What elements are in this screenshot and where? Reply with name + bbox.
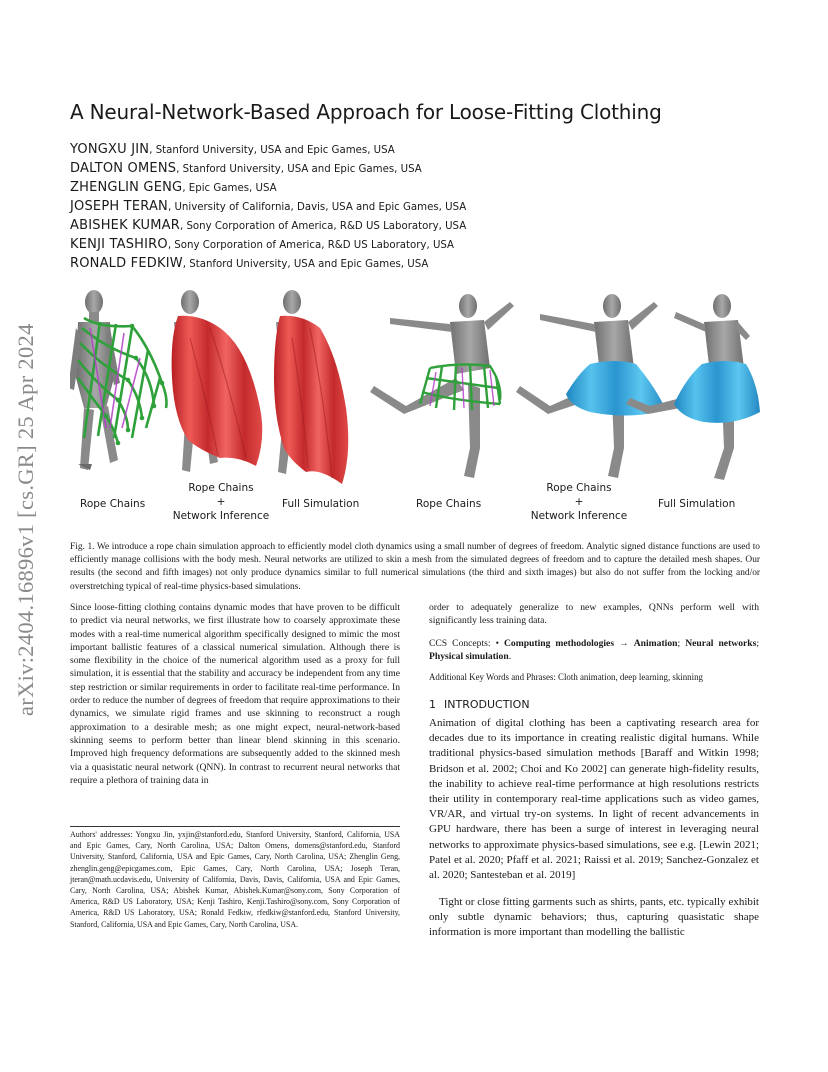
author-name: ZHENGLIN GENG xyxy=(70,180,183,195)
author-addresses-footnote: Authors' addresses: Yongxu Jin, yxjin@stanford.edu, Stanford University, Stanford, California, USA and Epic Games, Cary, North Carolina, USA; Dalton Omens, domens@stanford.edu, Stanford University, Stanford, California, USA and Epic Games, Cary, North Carolina, USA; Zhenglin Geng, zhenglin.geng@epicgames.com, Epic Games, Cary, North Carolina, USA; Joseph Teran, jteran@math.ucdavis.edu, University of California, Davis, Davis, California, USA and Epic Games, Cary, North Carolina, USA; Abishek Kumar, Abishek.Kumar@sony.com, Sony Corporation of America, R&D US Laboratory, USA; Kenji Tashiro, Kenji.Tashiro@sony.com, Sony Corporation of America, R&D US Laboratory, USA; Ronald Fedkiw, rfedkiw@stanford.edu, Stanford University, Stanford, California, USA and Epic Games, Cary, North Carolina, USA. xyxy=(70,830,400,929)
author-affiliation: , Epic Games, USA xyxy=(182,183,277,194)
label-line: Network Inference xyxy=(172,510,270,522)
author-name: DALTON OMENS xyxy=(70,161,177,176)
arxiv-identifier: arXiv:2404.16896v1 [cs.GR] 25 Apr 2024 xyxy=(13,323,38,717)
ccs-prefix: CCS Concepts: • xyxy=(429,638,499,649)
figure-full-simulation-cape xyxy=(274,290,348,484)
footnote-divider xyxy=(70,826,400,827)
label-full-simulation-cape: Full Simulation xyxy=(282,498,360,510)
ccs-concept: Computing methodologies xyxy=(504,638,615,649)
section-heading-introduction xyxy=(429,698,530,711)
ccs-separator: ; xyxy=(677,638,686,649)
ccs-arrow: → xyxy=(614,638,634,649)
label-rope-chains-cape: Rope Chains xyxy=(80,498,146,510)
author-name: JOSEPH TERAN xyxy=(70,199,168,214)
author-list xyxy=(70,140,466,273)
label-network-inference-skirt xyxy=(524,481,634,523)
author-affiliation: , Stanford University, USA and Epic Games, USA xyxy=(149,145,395,156)
right-column xyxy=(429,601,759,939)
author-line xyxy=(70,140,466,159)
author-line xyxy=(70,235,466,254)
author-name: KENJI TASHIRO xyxy=(70,237,168,252)
label-full-simulation-skirt: Full Simulation xyxy=(658,498,736,510)
figure-rope-chains-cape xyxy=(70,290,167,470)
label-rope-chains-skirt: Rope Chains xyxy=(416,498,482,510)
section-number: 1 xyxy=(429,698,436,711)
label-line: Rope Chains xyxy=(188,482,254,494)
introduction-paragraph: Animation of digital clothing has been a captivating research area for decades due to its importance in creating realistic digital humans. While traditional physics-based simulation methods [Baraff and Witkin 1998; Bridson et al. 2002; Choi and Ko 2002] can generate high-fidelity results, the inability to achieve real-time performance at high resolutions restricts their utility in contemporary real-time applications such as video games, VR/AR, and virtual try-on systems. In light of recent advancements in GPU hardware, there has been a surge of interest in leveraging neural networks to approximate physics-based simulations, see e.g. [Lewin 2021; Patel et al. 2020; Pfaff et al. 2021; Raissi et al. 2019; Sanchez-Gonzalez et al. 2020; Santesteban et al. 2019] xyxy=(429,717,759,882)
author-line xyxy=(70,178,466,197)
label-line: Rope Chains xyxy=(546,482,612,494)
ccs-concepts xyxy=(429,637,759,664)
label-line: + xyxy=(574,496,584,508)
author-affiliation: , Stanford University, USA and Epic Games, USA xyxy=(176,164,422,175)
author-name: RONALD FEDKIW xyxy=(70,256,183,271)
label-network-inference-cape xyxy=(166,481,276,523)
author-affiliation: , Sony Corporation of America, R&D US Laboratory, USA xyxy=(179,221,467,232)
ccs-separator: ; xyxy=(756,638,759,649)
ccs-concept: Physical simulation xyxy=(429,651,509,663)
keywords: Additional Key Words and Phrases: Cloth animation, deep learning, skinning xyxy=(429,672,703,682)
author-line xyxy=(70,197,466,216)
author-affiliation: , University of California, Davis, USA and Epic Games, USA xyxy=(167,202,467,213)
author-affiliation: , Stanford University, USA and Epic Games, USA xyxy=(182,259,429,270)
author-line xyxy=(70,216,466,235)
paper-title: A Neural-Network-Based Approach for Loose-Fitting Clothing xyxy=(70,100,662,124)
label-line: Network Inference xyxy=(530,510,628,522)
figure-network-inference-cape xyxy=(172,290,263,472)
introduction-paragraph: Tight or close fitting garments such as shirts, pants, etc. typically exhibit only subtle dynamic behaviors; thus, capturing quasistatic shape information is more important than modelling the ballistic xyxy=(429,896,759,939)
label-line: + xyxy=(216,496,226,508)
figure-network-inference-skirt xyxy=(516,294,666,478)
abstract-continued: order to adequately generalize to new examples, QNNs perform well with significantly less training data. xyxy=(429,602,759,627)
author-name: ABISHEK KUMAR xyxy=(70,218,180,233)
author-line xyxy=(70,254,466,273)
teaser-figure xyxy=(70,288,760,524)
ccs-concept: Neural networks xyxy=(685,638,757,649)
figure-rope-chains-skirt xyxy=(370,294,514,478)
ccs-concept: Animation xyxy=(633,638,678,649)
figure-caption: Fig. 1. We introduce a rope chain simulation approach to efficiently model cloth dynamics using a small number of degrees of freedom. Analytic signed distance functions are used to efficiently manage collisions with the body mesh. Neural networks are utilized to skin a mesh from the simulated degrees of freedom and to capture the detailed mesh shapes. Our results (the second and fifth images) not only produce dynamics similar to full numerical simulations (the third and sixth images) but also do not suffer from the locking and/or overstretching typical of real-time physics-based simulations. xyxy=(70,542,760,592)
ccs-end: . xyxy=(508,651,512,663)
section-title: INTRODUCTION xyxy=(444,698,530,711)
abstract: Since loose-fitting clothing contains dynamic modes that have proven to be difficult to predict via neural networks, we first illustrate how to coarsely approximate these modes with a real-time numerical algorithm specifically designed to mimic the most important ballistic features of a classical numerical simulation. Although there is some flexibility in the choice of the numerical algorithm used as a proxy for full simulation, it is essential that the stability and accuracy be independent from any time step restriction or similar requirements in order to facilitate real-time performance. In order to reduce the number of degrees of freedom that require approximations to their dynamics, we simulate rigid frames and use skinning to reconstruct a rough approximation to a desirable mesh; as one might expect, neural-network-based skinning seems to perform better than linear blend skinning in this scenario. Improved high frequency deformations are subsequently added to the skinned mesh via a quasistatic neural network (QNN). In contrast to recurrent neural networks that require a plethora of training data in xyxy=(70,602,400,786)
author-affiliation: , Sony Corporation of America, R&D US Laboratory, USA xyxy=(167,240,455,251)
author-name: YONGXU JIN xyxy=(70,142,150,157)
author-line xyxy=(70,159,466,178)
